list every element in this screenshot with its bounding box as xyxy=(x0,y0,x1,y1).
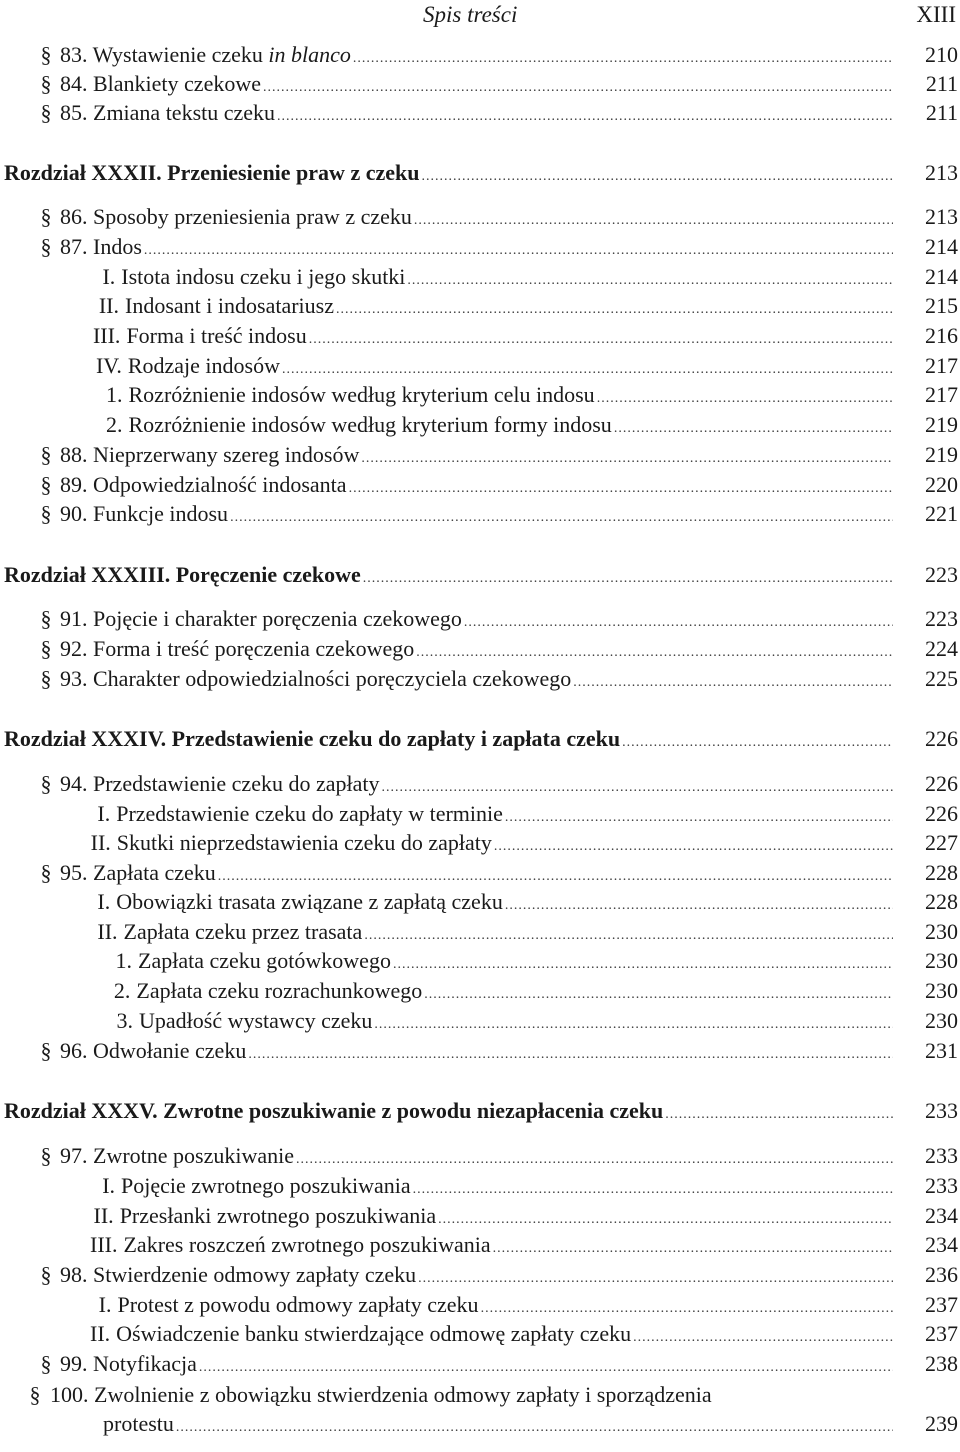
entry-number: II. xyxy=(93,1203,114,1228)
page-number: 217 xyxy=(925,353,958,378)
page-number: 226 xyxy=(925,771,958,796)
page-number: 226 xyxy=(925,801,958,826)
toc-entry-row xyxy=(0,1141,960,1171)
toc-entry-row xyxy=(0,1201,960,1231)
entry-number: III. xyxy=(90,1232,118,1257)
toc-entry-row xyxy=(0,976,960,1006)
toc-entry-text xyxy=(90,1171,893,1205)
toc-entry-text xyxy=(60,440,893,474)
entry-label: Istota indosu czeku i jego skutki xyxy=(121,264,406,289)
section-symbol: § xyxy=(40,442,52,467)
section-symbol: § xyxy=(40,71,52,96)
toc-entry-text xyxy=(4,158,893,192)
toc-entry-text xyxy=(4,724,893,758)
page-number: 219 xyxy=(925,442,958,467)
toc-entry-text xyxy=(106,1006,893,1040)
entry-label: Zapłata czeku rozrachunkowego xyxy=(136,978,423,1003)
toc-chapter-row xyxy=(0,724,960,754)
page-number: 214 xyxy=(925,264,958,289)
entry-label: 85. Zmiana tekstu czeku xyxy=(60,100,276,125)
section-symbol: § xyxy=(40,860,52,885)
entry-label: 100. Zwolnienie z obowiązku stwierdzenia odmowy zapłaty i sporządzenia xyxy=(50,1382,712,1407)
toc-entry-row xyxy=(0,917,960,947)
page-number: 230 xyxy=(925,978,958,1003)
page-number: 233 xyxy=(925,1173,958,1198)
toc-entry-text xyxy=(90,1319,893,1353)
toc-entry-row xyxy=(0,858,960,888)
section-symbol: § xyxy=(40,1262,52,1287)
toc-entry-row xyxy=(0,769,960,799)
entry-label: Protest z powodu odmowy zapłaty czeku xyxy=(117,1292,479,1317)
entry-number: I. xyxy=(102,264,116,289)
entry-number: II. xyxy=(97,919,118,944)
entry-label: Upadłość wystawcy czeku xyxy=(139,1008,373,1033)
entry-label: 92. Forma i treść poręczenia czekowego xyxy=(60,636,415,661)
section-symbol: § xyxy=(40,234,52,259)
toc-entry-row xyxy=(0,1230,960,1260)
toc-entry-row xyxy=(0,1349,960,1379)
section-symbol: § xyxy=(40,636,52,661)
page-number: 210 xyxy=(925,42,958,67)
page-number: 220 xyxy=(925,472,958,497)
entry-label: Zapłata czeku przez trasata xyxy=(123,919,363,944)
toc-entry-row xyxy=(0,1290,960,1320)
page-number: 228 xyxy=(925,860,958,885)
entry-label: 94. Przedstawienie czeku do zapłaty xyxy=(60,771,380,796)
toc-entry-text xyxy=(60,1260,893,1294)
page-number: 230 xyxy=(925,948,958,973)
toc-entry-text xyxy=(60,604,893,638)
entry-number: I. xyxy=(97,801,111,826)
entry-label: Przedstawienie czeku do zapłaty w terminie xyxy=(116,801,503,826)
toc-entry-text xyxy=(90,321,893,355)
entry-label: Indosant i indosatariusz xyxy=(125,293,334,318)
toc-entry-row xyxy=(0,604,960,634)
toc-entry-text xyxy=(60,98,893,132)
roman-page-number: XIII xyxy=(916,2,956,27)
section-symbol: § xyxy=(40,1143,52,1168)
section-symbol: § xyxy=(29,1382,41,1407)
entry-label: 97. Zwrotne poszukiwanie xyxy=(60,1143,294,1168)
entry-number: I. xyxy=(102,1173,116,1198)
section-symbol: § xyxy=(40,1038,52,1063)
entry-label: 89. Odpowiedzialność indosanta xyxy=(60,472,347,497)
toc-entry-row xyxy=(0,40,960,70)
running-title: Spis treści xyxy=(423,2,518,27)
entry-label: 96. Odwołanie czeku xyxy=(60,1038,247,1063)
leader-dots xyxy=(277,102,893,132)
entry-label: protestu xyxy=(103,1411,174,1436)
toc-entry-row xyxy=(0,321,960,351)
toc-entry-text xyxy=(60,664,893,698)
toc-entry-row xyxy=(0,98,960,128)
leader-dots xyxy=(421,162,893,192)
entry-label: 91. Pojęcie i charakter poręczenia czekowego xyxy=(60,606,462,631)
entry-label: Rozróżnienie indosów według kryterium celu indosu xyxy=(128,382,595,407)
entry-label: Oświadczenie banku stwierdzające odmowę zapłaty czeku xyxy=(116,1321,632,1346)
toc-chapter-row xyxy=(0,560,960,590)
toc-entry-row xyxy=(0,69,960,99)
page-number: 231 xyxy=(925,1038,958,1063)
toc-entry-text xyxy=(50,1380,840,1410)
entry-number: I. xyxy=(97,889,111,914)
entry-label: Przesłanki zwrotnego poszukiwania xyxy=(119,1203,437,1228)
leader-dots xyxy=(199,1353,893,1383)
leader-dots xyxy=(665,1100,893,1130)
toc-entry-row xyxy=(0,1171,960,1201)
toc-entry-text xyxy=(90,828,893,862)
toc-entry-row xyxy=(0,828,960,858)
toc-entry-text xyxy=(4,1096,893,1130)
entry-number: I. xyxy=(98,1292,112,1317)
page-number: 219 xyxy=(925,412,958,437)
page-number: 213 xyxy=(925,204,958,229)
leader-dots xyxy=(622,728,893,758)
section-symbol: § xyxy=(40,501,52,526)
entry-label: Pojęcie zwrotnego poszukiwania xyxy=(121,1173,411,1198)
entry-number: 2. xyxy=(106,412,123,437)
entry-number: III. xyxy=(92,323,121,348)
toc-entry-row xyxy=(0,799,960,829)
toc-entry-row xyxy=(0,1036,960,1066)
toc-entry-row xyxy=(0,1260,960,1290)
page-number: 227 xyxy=(925,830,958,855)
toc-entry-text xyxy=(60,1036,893,1070)
toc-entry-text xyxy=(60,499,893,533)
toc-entry-text xyxy=(90,887,893,921)
toc-entry-text xyxy=(90,1230,893,1264)
page-number: 221 xyxy=(925,501,958,526)
section-symbol: § xyxy=(40,100,52,125)
leader-dots xyxy=(176,1413,893,1443)
entry-label: 98. Stwierdzenie odmowy zapłaty czeku xyxy=(60,1262,417,1287)
leader-dots xyxy=(248,1040,893,1070)
toc-entry-text xyxy=(106,410,893,444)
page-number: 225 xyxy=(925,666,958,691)
entry-label: 90. Funkcje indosu xyxy=(60,501,229,526)
toc-entry-row xyxy=(0,262,960,292)
toc-entry-text xyxy=(106,976,893,1010)
entry-label: 99. Notyfikacja xyxy=(60,1351,197,1376)
entry-label-italic: in blanco xyxy=(268,42,351,67)
entry-label: Rozdział XXXV. Zwrotne poszukiwanie z powodu niezapłacenia czeku xyxy=(4,1098,664,1123)
toc-entry-row xyxy=(0,664,960,694)
page-number: 238 xyxy=(925,1351,958,1376)
toc-entry-row xyxy=(0,946,960,976)
page-number: 233 xyxy=(925,1143,958,1168)
toc-entry-row xyxy=(0,232,960,262)
entry-label: Forma i treść indosu xyxy=(126,323,307,348)
page-number: 237 xyxy=(925,1292,958,1317)
toc-entry-text xyxy=(103,1409,893,1443)
leader-dots xyxy=(573,668,893,698)
page-number: 223 xyxy=(925,562,958,587)
page-number: 211 xyxy=(925,71,958,96)
page-number: 234 xyxy=(925,1232,958,1257)
page-number: 223 xyxy=(925,606,958,631)
entry-number: II. xyxy=(90,1321,111,1346)
entry-label: Rozdział XXXII. Przeniesienie praw z czeku xyxy=(4,160,420,185)
toc-entry-text xyxy=(106,380,893,414)
entry-label: 93. Charakter odpowiedzialności poręczyciela czekowego xyxy=(60,666,572,691)
entry-number: 1. xyxy=(115,948,133,973)
toc-entry-text xyxy=(60,202,893,236)
page-number: 230 xyxy=(925,1008,958,1033)
page-number: 234 xyxy=(925,1203,958,1228)
section-symbol: § xyxy=(40,606,52,631)
page-number: 237 xyxy=(925,1321,958,1346)
toc-entry-row xyxy=(0,887,960,917)
toc-entry-text xyxy=(106,946,893,980)
page-number: 214 xyxy=(925,234,958,259)
toc-entry-row xyxy=(0,291,960,321)
entry-label: 88. Nieprzerwany szereg indosów xyxy=(60,442,360,467)
entry-label: Rozdział XXXIV. Przedstawienie czeku do zapłaty i zapłata czeku xyxy=(4,726,621,751)
toc-entry-row xyxy=(0,440,960,470)
toc-entry-text xyxy=(60,1141,893,1175)
toc-entry-row xyxy=(0,1006,960,1036)
toc-entry-row xyxy=(0,634,960,664)
page-number: 228 xyxy=(925,889,958,914)
toc-chapter-row xyxy=(0,158,960,188)
page-number: 213 xyxy=(925,160,958,185)
entry-number: 3. xyxy=(116,1008,134,1033)
entry-label: Skutki nieprzedstawienia czeku do zapłaty xyxy=(116,830,492,855)
section-symbol: § xyxy=(40,42,52,67)
entry-label: Rozdział XXXIII. Poręczenie czekowe xyxy=(4,562,361,587)
toc-entry-text xyxy=(60,634,893,668)
entry-number: II. xyxy=(98,293,120,318)
page-number: 239 xyxy=(925,1411,958,1436)
page-number: 215 xyxy=(925,293,958,318)
entry-number: II. xyxy=(90,830,111,855)
toc-entry-row xyxy=(0,202,960,232)
toc-entry-text xyxy=(90,291,893,325)
leader-dots xyxy=(230,503,893,533)
section-symbol: § xyxy=(40,771,52,796)
entry-label: 87. Indos xyxy=(60,234,142,259)
section-symbol: § xyxy=(40,1351,52,1376)
toc-entry-row xyxy=(0,470,960,500)
entry-label: Rodzaje indosów xyxy=(127,353,280,378)
entry-label: Zakres roszczeń zwrotnego poszukiwania xyxy=(123,1232,491,1257)
section-symbol: § xyxy=(40,204,52,229)
toc-entry-row xyxy=(0,1319,960,1349)
entry-number: 2. xyxy=(113,978,131,1003)
leader-dots xyxy=(363,564,893,594)
entry-label: 95. Zapłata czeku xyxy=(60,860,216,885)
page-number: 230 xyxy=(925,919,958,944)
entry-number: 1. xyxy=(106,382,123,407)
toc-entry-text xyxy=(60,769,893,803)
toc-entry-text xyxy=(60,1349,893,1383)
toc-entry-text xyxy=(4,560,893,594)
entry-label: 83. Wystawienie czeku in blanco xyxy=(60,42,351,67)
page-number: 236 xyxy=(925,1262,958,1287)
toc-entry-row xyxy=(0,380,960,410)
page-number: 217 xyxy=(925,382,958,407)
toc-chapter-row xyxy=(0,1096,960,1126)
entry-label: Zapłata czeku gotówkowego xyxy=(138,948,391,973)
toc-entry-row xyxy=(0,1409,960,1439)
page-number: 233 xyxy=(925,1098,958,1123)
page-number: 226 xyxy=(925,726,958,751)
page-number: 216 xyxy=(925,323,958,348)
toc-entry-text xyxy=(60,232,893,266)
entry-label: Rozróżnienie indosów według kryterium formy indosu xyxy=(128,412,612,437)
page-number: 224 xyxy=(925,636,958,661)
section-symbol: § xyxy=(40,666,52,691)
toc-entry-row xyxy=(0,410,960,440)
toc-entry-row xyxy=(0,351,960,381)
toc-entry-row xyxy=(0,499,960,529)
entry-label: 84. Blankiety czekowe xyxy=(60,71,261,96)
section-symbol: § xyxy=(40,472,52,497)
entry-label: Obowiązki trasata związane z zapłatą czeku xyxy=(116,889,503,914)
page-number: 211 xyxy=(925,100,958,125)
entry-label: 86. Sposoby przeniesienia praw z czeku xyxy=(60,204,412,229)
toc-entry-row xyxy=(0,1380,960,1410)
entry-number: IV. xyxy=(95,353,122,378)
